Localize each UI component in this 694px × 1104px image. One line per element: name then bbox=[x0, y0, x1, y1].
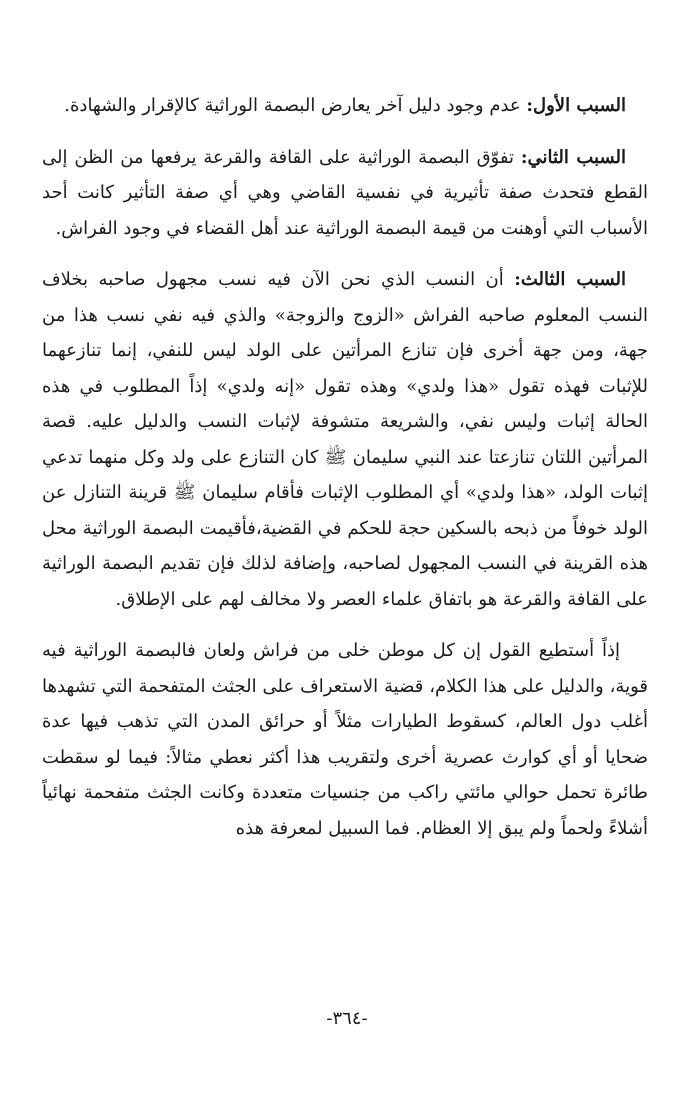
paragraph-heading: السبب الثالث: bbox=[514, 269, 626, 290]
paragraph-second-reason bbox=[42, 140, 648, 247]
paragraph-text: تفوّق البصمة الوراثية على القافة والقرعة يرفعها من الظن إلى القطع فتحدث صفة تأثيرية في نفسية القاضي وهي أي صفة التأثير كانت أحد الأسباب التي أوهنت من قيمة البصمة الوراثية عند أهل القضاء في وجود الفراش. bbox=[42, 146, 648, 239]
paragraph-third-reason bbox=[42, 262, 648, 617]
paragraph-heading: السبب الثاني: bbox=[520, 146, 627, 168]
paragraph-first-reason bbox=[42, 88, 648, 124]
page-body bbox=[42, 88, 648, 862]
page-number: -٣٦٤- bbox=[326, 1008, 368, 1029]
paragraph-text: إذاً أستطيع القول إن كل موطن خلى من فراش ولعان فالبصمة الوراثية فيه قوية، والدليل على هذا الكلام، قضية الاستعراف على الجثث المتفحمة التي تشهدها أغلب دول العالم، كسقوط الطيارات مثلاً أو حرائق المدن التي تذهب فيها عدة ضحايا أو أي كوارث عصرية أخرى ولتقريب هذا أكثر نعطي مثالاً: فيما لو سقطت طائرة تحمل حوالي مائتي راكب من جنسيات متعددة وكانت الجثث متفحمة نهائياً أشلاءً ولحماً ولم يبق إلا العظام. فما السبيل لمعرفة هذه bbox=[42, 640, 648, 839]
paragraph-conclusion bbox=[42, 633, 648, 846]
paragraph-text: عدم وجود دليل آخر يعارض البصمة الوراثية كالإقرار والشهادة. bbox=[64, 95, 527, 116]
paragraph-text: أن النسب الذي نحن الآن فيه نسب مجهول صاحبه بخلاف النسب المعلوم صاحبه الفراش «الزوج والزوجة» والذي فيه نفي نسب هذا من جهة، ومن جهة أخرى فإن تنازع المرأتين على الولد ليس للنفي، إنما تنازعهما للإثبات فهذه تقول «هذا ولدي» وهذه تقول «إنه ولدي» إذاً المطلوب في هذه الحالة إثبات وليس نفي، والشريعة متشوفة لإثبات النسب والدليل عليه. قصة المرأتين اللتان تنازعتا عند النبي سليمان ﷺ كان التنازع على ولد وكل منهما تدعي إثبات الولد، «هذا ولدي» أي المطلوب الإثبات فأقام سليمان ﷺ قرينة التنازل عن الولد خوفاً من ذبحه بالسكين حجة للحكم في القضية،فأقيمت البصمة الوراثية محل هذه القرينة في النسب المجهول لصاحبه، وإضافة لذلك فإن تقديم البصمة الوراثية على القافة والقرعة هو باتفاق علماء العصر ولا مخالف لهم على الإطلاق. bbox=[42, 269, 648, 610]
paragraph-heading: السبب الأول: bbox=[526, 95, 626, 116]
